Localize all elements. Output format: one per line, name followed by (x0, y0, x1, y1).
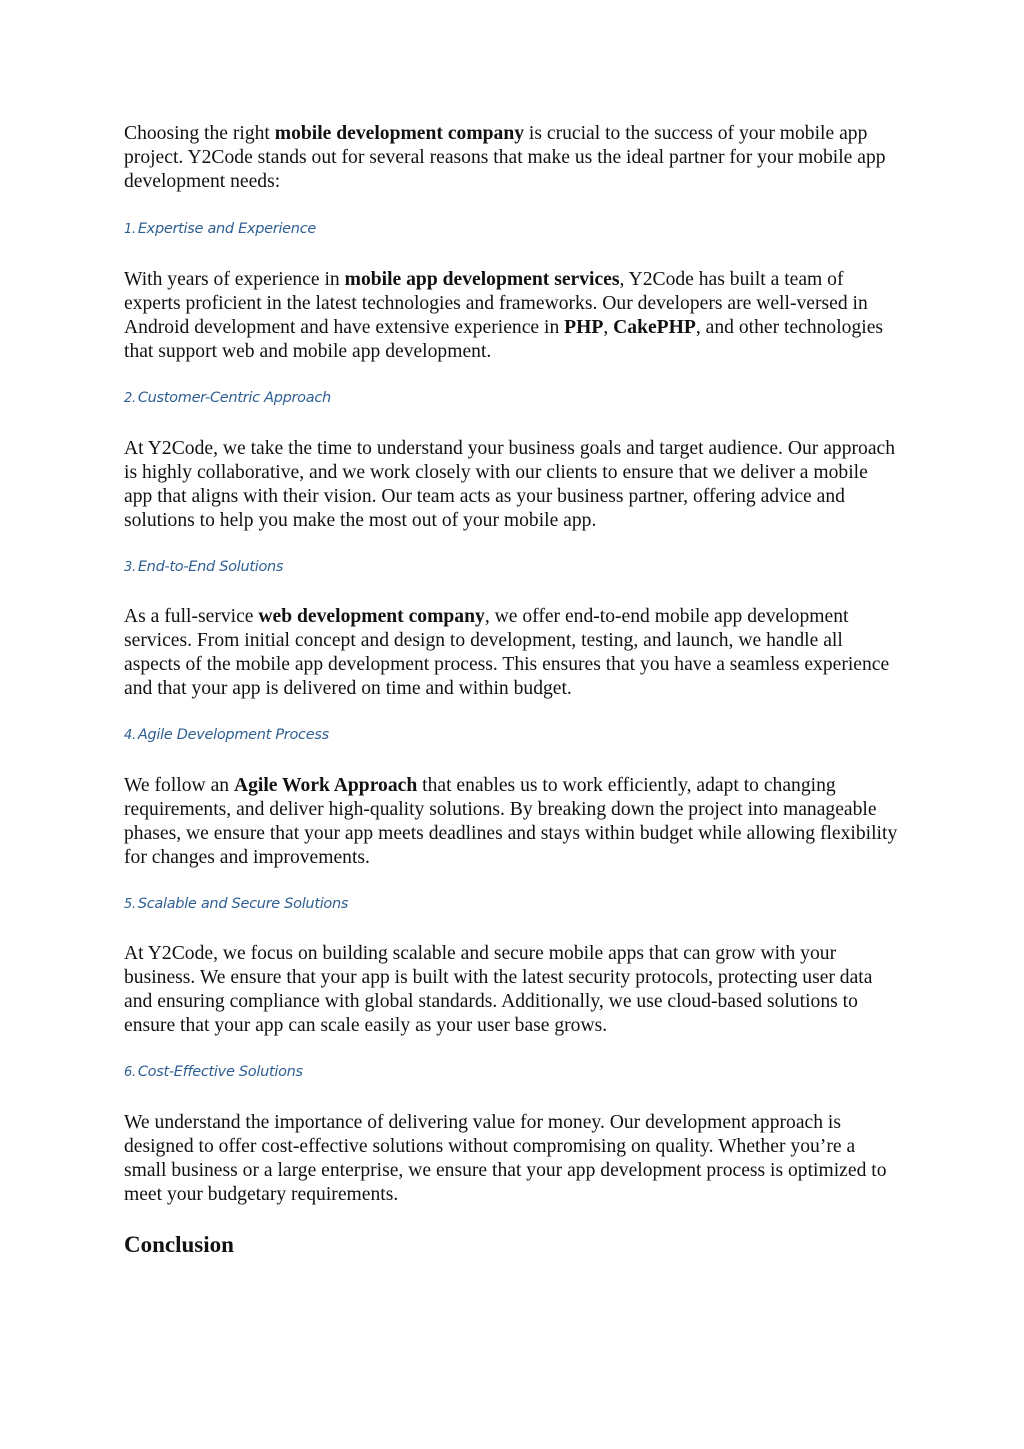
intro-text: Choosing the right (124, 123, 275, 144)
section-heading-text: Customer-Centric Approach (137, 390, 331, 406)
bold-keyword: web development company (258, 606, 485, 627)
paragraph-text: We follow an (124, 775, 234, 796)
section-heading-end-to-end (124, 557, 283, 578)
bold-keyword: PHP (564, 317, 604, 339)
section-heading-text: Scalable and Secure Solutions (137, 896, 349, 912)
section-paragraph-scalable: At Y2Code, we focus on building scalable and secure mobile apps that can grow with your business. We ensure that your app is built with the latest security protocols, protecting user data and ensuring compliance with global standards. Additionally, we use cloud-based solutions to ensure that your app can scale easily as your user base grows. (124, 943, 873, 1037)
section-heading-text: Expertise and Experience (137, 221, 316, 237)
section-number: 1. (124, 222, 136, 237)
section-paragraph-cost-effective: We understand the importance of delivering value for money. Our development approach is designed to offer cost-effective solutions without compromising on quality. Whether you’re a small business or a large enterprise, we ensure that your app development process is optimized to meet your budgetary requirements. (124, 1112, 887, 1206)
conclusion-heading: Conclusion (124, 1232, 234, 1257)
section-heading-expertise (124, 219, 316, 240)
paragraph-text: , (603, 317, 614, 339)
section-number: 4. (124, 728, 136, 743)
section-paragraph-end-to-end (124, 605, 899, 701)
section-number: 6. (124, 1065, 136, 1080)
intro-paragraph (124, 122, 899, 194)
bold-keyword: CakePHP (613, 317, 696, 339)
paragraph-text: that enables us to work efficiently, adapt to changing requirements, and deliver high-quality solutions. By breaking down the project into manageable phases, we ensure that your app meets deadlines and stays within budget while allowing flexibility for changes and improvements. (124, 775, 898, 869)
section-number: 2. (124, 391, 136, 406)
bold-keyword: Agile Work Approach (233, 775, 418, 796)
section-paragraph-agile (124, 774, 899, 870)
section-number: 5. (124, 897, 136, 912)
paragraph-text: , we offer end-to-end mobile app development services. From initial concept and design to development, testing, and launch, we handle all aspects of the mobile app development process. This ensures that you have a seamless experience and that your app is delivered on time and within budget. (124, 606, 890, 700)
section-heading-text: Agile Development Process (137, 727, 329, 743)
bold-keyword: mobile app development services (344, 269, 620, 290)
section-heading-agile (124, 725, 329, 746)
intro-text: is crucial to the success of your mobile app project. Y2Code stands out for several reasons that make us the ideal partner for your mobile app development needs: (124, 123, 886, 193)
paragraph-text: As a full-service (124, 606, 259, 627)
paragraph-text: , Y2Code has built a team of experts proficient in the latest technologies and frameworks. Our developers are well-versed in Android development and have extensive experience in (124, 269, 868, 339)
section-paragraph-customer-centric: At Y2Code, we take the time to understand your business goals and target audience. Our approach is highly collaborative, and we work closely with our clients to ensure that we deliver a mobile app that aligns with their vision. Our team acts as your business partner, offering advice and solutions to help you make the most out of your mobile app. (124, 438, 896, 532)
section-heading-text: Cost-Effective Solutions (137, 1064, 303, 1080)
section-heading-customer-centric (124, 388, 331, 409)
paragraph-text: With years of experience in (124, 269, 345, 290)
paragraph-text: , and other technologies that support web and mobile app development. (124, 317, 884, 363)
intro-bold-keyword: mobile development company (274, 123, 525, 144)
section-heading-cost-effective (124, 1062, 303, 1083)
section-number: 3. (124, 560, 136, 575)
section-heading-scalable (124, 894, 348, 915)
section-paragraph-expertise (124, 268, 899, 364)
section-heading-text: End-to-End Solutions (137, 559, 284, 575)
